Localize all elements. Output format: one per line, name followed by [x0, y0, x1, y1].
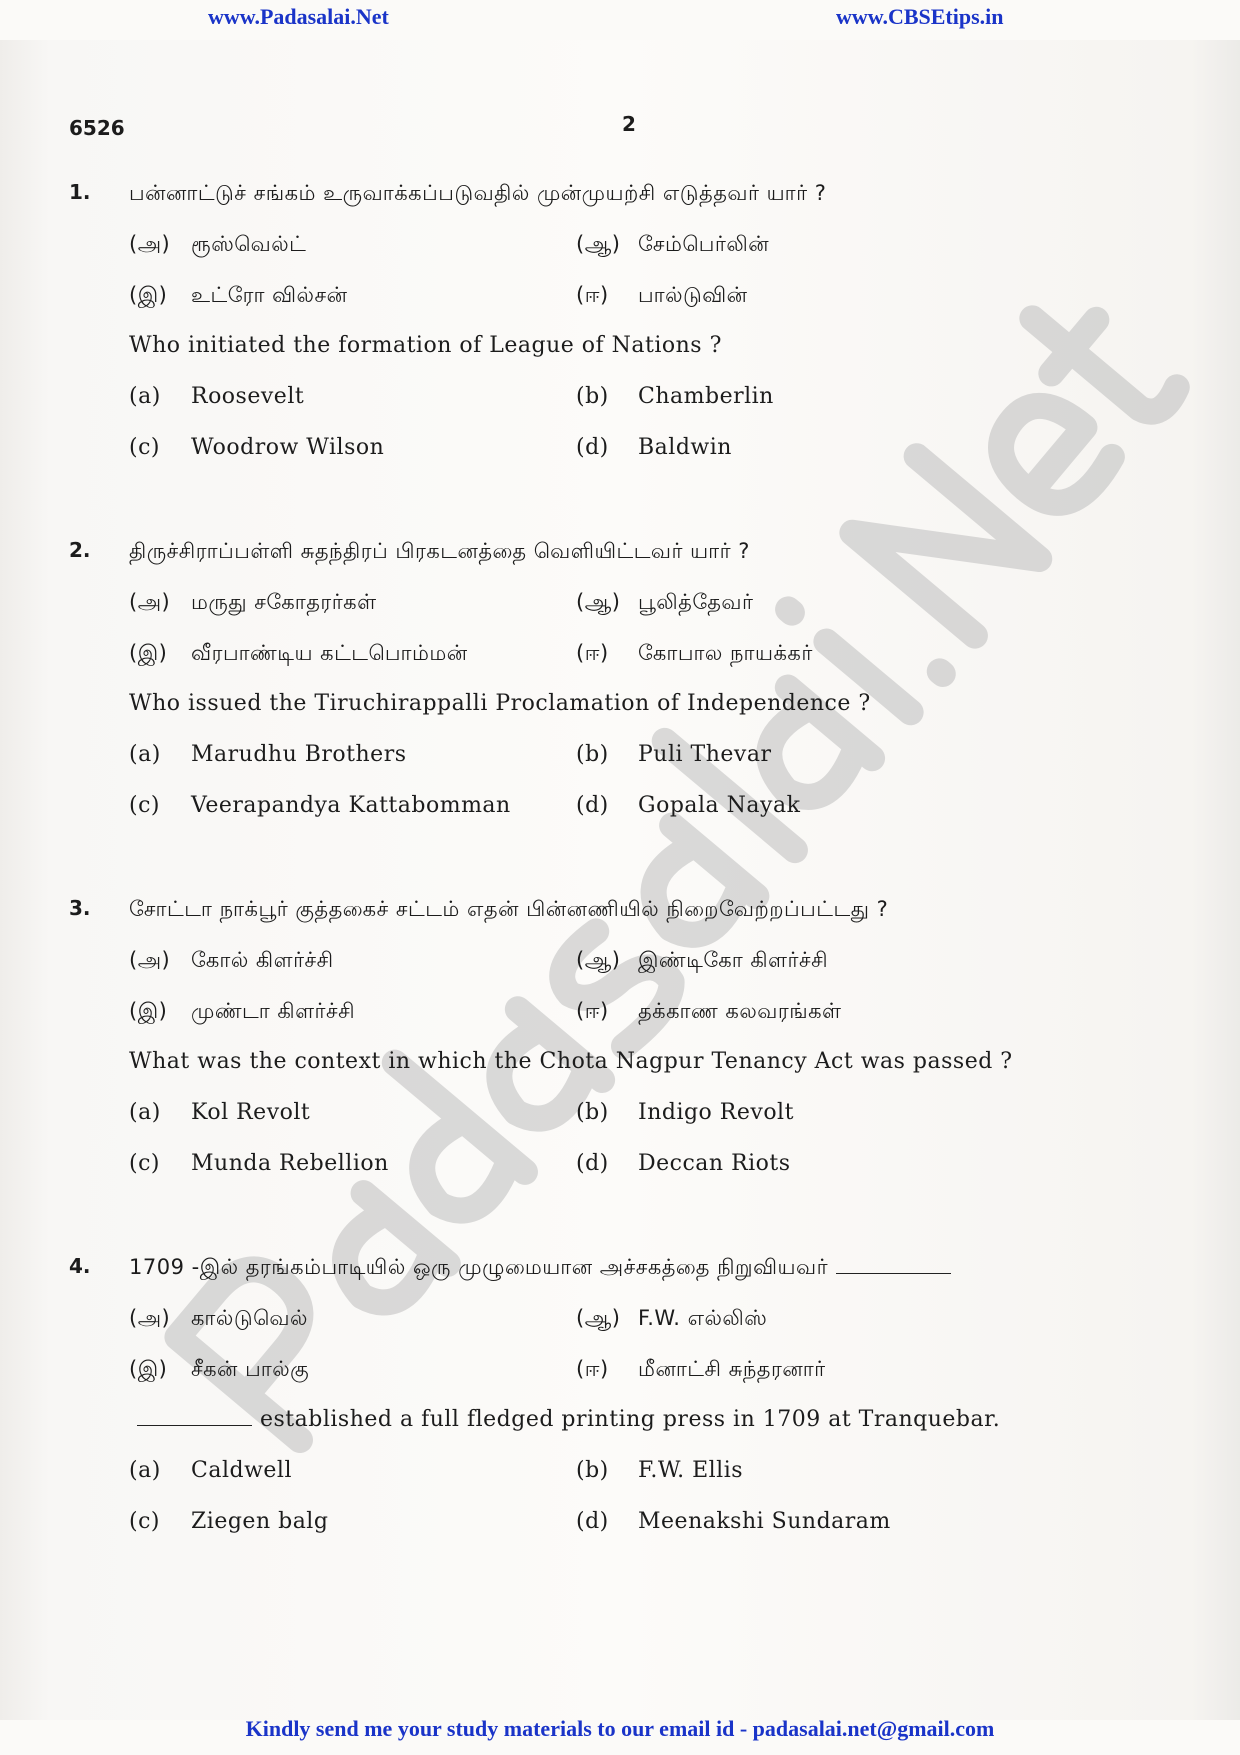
option-label: (a) [129, 1458, 161, 1483]
option [576, 791, 800, 821]
option [129, 1507, 566, 1537]
question-english: What was the context in which the Chota Nagpur Tenancy Act was passed ? [129, 1049, 1013, 1074]
question-list [69, 178, 1179, 1610]
tamil-option-label: (இ) [129, 641, 168, 665]
tamil-option [129, 280, 566, 310]
option-text: Woodrow Wilson [191, 435, 385, 460]
option-text: Indigo Revolt [638, 1100, 794, 1125]
option-label: (b) [576, 384, 609, 409]
tamil-option [129, 229, 566, 259]
tamil-option [576, 280, 748, 310]
tamil-option [129, 996, 566, 1026]
answer-blank [137, 1405, 252, 1426]
question [69, 178, 1179, 484]
tamil-option-label: (ஈ) [576, 999, 609, 1023]
question-tamil-line [129, 1252, 1179, 1303]
paper-code: 6526 [69, 116, 125, 140]
tamil-option-text: பூலித்தேவர் [638, 590, 754, 614]
option [129, 1149, 566, 1179]
option-text: Chamberlin [638, 384, 774, 409]
tamil-option-label: (ஆ) [576, 948, 621, 972]
options-row [129, 1507, 1179, 1558]
tamil-option-text: உட்ரோ வில்சன் [191, 283, 348, 307]
cbsetips-link[interactable]: www.CBSEtips.in [836, 4, 1004, 29]
option [576, 1507, 891, 1537]
tamil-option-text: மருது சகோதரர்கள் [191, 590, 377, 614]
question-tamil-line [129, 536, 1179, 587]
tamil-option [129, 945, 566, 975]
option [129, 1098, 566, 1128]
option-text: Munda Rebellion [191, 1151, 389, 1176]
tamil-option [576, 638, 813, 668]
tamil-option [129, 1303, 566, 1333]
option-text: Deccan Riots [638, 1151, 791, 1176]
option-label: (b) [576, 1100, 609, 1125]
question-number: 4. [69, 1254, 91, 1278]
option-label: (c) [129, 793, 160, 818]
question-tamil: பன்னாட்டுச் சங்கம் உருவாக்கப்படுவதில் முன்முயற்சி எடுத்தவர் யார் ? [129, 181, 827, 205]
question-number: 3. [69, 896, 91, 920]
tamil-options-row [129, 280, 1179, 331]
option [576, 1098, 794, 1128]
tamil-option-label: (அ) [129, 232, 171, 256]
option-text: Roosevelt [191, 384, 305, 409]
option-text: Caldwell [191, 1458, 292, 1483]
tamil-option-label: (ஆ) [576, 232, 621, 256]
question-content [129, 1252, 1179, 1558]
question-english: Who issued the Tiruchirappalli Proclamation of Independence ? [129, 691, 871, 716]
tamil-option-label: (ஈ) [576, 1357, 609, 1381]
option [576, 433, 732, 463]
question-content [129, 894, 1179, 1200]
option [129, 382, 566, 412]
answer-blank [836, 1253, 951, 1274]
tamil-option-label: (அ) [129, 590, 171, 614]
tamil-options-row [129, 996, 1179, 1047]
option-label: (b) [576, 1458, 609, 1483]
options-row [129, 382, 1179, 433]
tamil-option-text: F.W. எல்லிஸ் [638, 1306, 768, 1330]
question [69, 536, 1179, 842]
footer-note: Kindly send me your study materials to our email id - padasalai.net@gmail.com [245, 1716, 995, 1741]
tamil-options-row [129, 587, 1179, 638]
tamil-options-row [129, 945, 1179, 996]
options-row [129, 1149, 1179, 1200]
question-english: established a full fledged printing press in 1709 at Tranquebar. [260, 1407, 1001, 1432]
question-number: 1. [69, 180, 91, 204]
tamil-option [129, 638, 566, 668]
question-english: Who initiated the formation of League of Nations ? [129, 333, 722, 358]
tamil-option [576, 229, 769, 259]
tamil-option-label: (ஈ) [576, 641, 609, 665]
option [129, 791, 566, 821]
option-label: (c) [129, 1151, 160, 1176]
tamil-options-row [129, 229, 1179, 280]
question-content [129, 536, 1179, 842]
question [69, 894, 1179, 1200]
tamil-options-row [129, 638, 1179, 689]
padasalai-link[interactable]: www.Padasalai.Net [208, 4, 389, 29]
option-label: (a) [129, 1100, 161, 1125]
option [129, 1456, 566, 1486]
tamil-option-label: (ஆ) [576, 590, 621, 614]
tamil-option [576, 587, 754, 617]
option [576, 382, 774, 412]
option-text: Kol Revolt [191, 1100, 311, 1125]
options-row [129, 740, 1179, 791]
tamil-option-text: ரூஸ்வெல்ட் [191, 232, 307, 256]
tamil-option-text: பால்டுவின் [638, 283, 748, 307]
option [576, 1456, 743, 1486]
tamil-option-text: இண்டிகோ கிளர்ச்சி [638, 948, 829, 972]
tamil-option-text: மீனாட்சி சுந்தரனார் [638, 1357, 826, 1381]
tamil-option-text: சீகன் பால்கு [191, 1357, 310, 1381]
tamil-option [576, 945, 828, 975]
options-row [129, 791, 1179, 842]
page-number: 2 [622, 112, 636, 136]
option-text: Marudhu Brothers [191, 742, 407, 767]
tamil-option-label: (அ) [129, 948, 171, 972]
option-text: Ziegen balg [191, 1509, 329, 1534]
question-content [129, 178, 1179, 484]
tamil-option [576, 996, 842, 1026]
tamil-option-text: கோல் கிளர்ச்சி [191, 948, 334, 972]
tamil-options-row [129, 1354, 1179, 1405]
tamil-option-label: (இ) [129, 999, 168, 1023]
option-label: (b) [576, 742, 609, 767]
tamil-option-text: சேம்பெர்லின் [638, 232, 770, 256]
question-english-line [129, 1047, 1179, 1098]
option-text: Baldwin [638, 435, 732, 460]
tamil-option [576, 1354, 826, 1384]
option [576, 740, 771, 770]
tamil-option [129, 1354, 566, 1384]
option-label: (d) [576, 435, 609, 460]
question-english-line [129, 689, 1179, 740]
option-text: Puli Thevar [638, 742, 772, 767]
option [576, 1149, 791, 1179]
option-label: (a) [129, 742, 161, 767]
option-label: (c) [129, 435, 160, 460]
options-row [129, 1456, 1179, 1507]
options-row [129, 433, 1179, 484]
option-label: (d) [576, 1509, 609, 1534]
option [129, 740, 566, 770]
tamil-option-text: வீரபாண்டிய கட்டபொம்மன் [191, 641, 468, 665]
question-number: 2. [69, 538, 91, 562]
option [129, 433, 566, 463]
option-label: (d) [576, 1151, 609, 1176]
option-text: Gopala Nayak [638, 793, 801, 818]
tamil-option-text: முண்டா கிளர்ச்சி [191, 999, 356, 1023]
tamil-option [576, 1303, 767, 1333]
question-tamil: திருச்சிராப்பள்ளி சுதந்திரப் பிரகடனத்தை வெளியிட்டவர் யார் ? [129, 539, 750, 563]
tamil-option [129, 587, 566, 617]
question-tamil-line [129, 894, 1179, 945]
tamil-option-text: கோபால நாயக்கர் [638, 641, 813, 665]
tamil-option-text: கால்டுவெல் [191, 1306, 308, 1330]
option-text: F.W. Ellis [638, 1458, 744, 1483]
option-text: Meenakshi Sundaram [638, 1509, 891, 1534]
question-english-line [129, 1405, 1179, 1456]
tamil-option-label: (இ) [129, 1357, 168, 1381]
question [69, 1252, 1179, 1558]
question-tamil: 1709 -இல் தரங்கம்பாடியில் ஒரு முழுமையான அச்சகத்தை நிறுவியவர் [129, 1255, 829, 1279]
tamil-option-label: (இ) [129, 283, 168, 307]
tamil-option-label: (ஈ) [576, 283, 609, 307]
option-label: (c) [129, 1509, 160, 1534]
option-label: (d) [576, 793, 609, 818]
question-english-line [129, 331, 1179, 382]
options-row [129, 1098, 1179, 1149]
question-tamil-line [129, 178, 1179, 229]
question-tamil: சோட்டா நாக்பூர் குத்தகைச் சட்டம் எதன் பின்னணியில் நிறைவேற்றப்பட்டது ? [129, 897, 889, 921]
option-label: (a) [129, 384, 161, 409]
tamil-option-label: (ஆ) [576, 1306, 621, 1330]
tamil-options-row [129, 1303, 1179, 1354]
option-text: Veerapandya Kattabomman [191, 793, 511, 818]
tamil-option-label: (அ) [129, 1306, 171, 1330]
tamil-option-text: தக்காண கலவரங்கள் [638, 999, 842, 1023]
